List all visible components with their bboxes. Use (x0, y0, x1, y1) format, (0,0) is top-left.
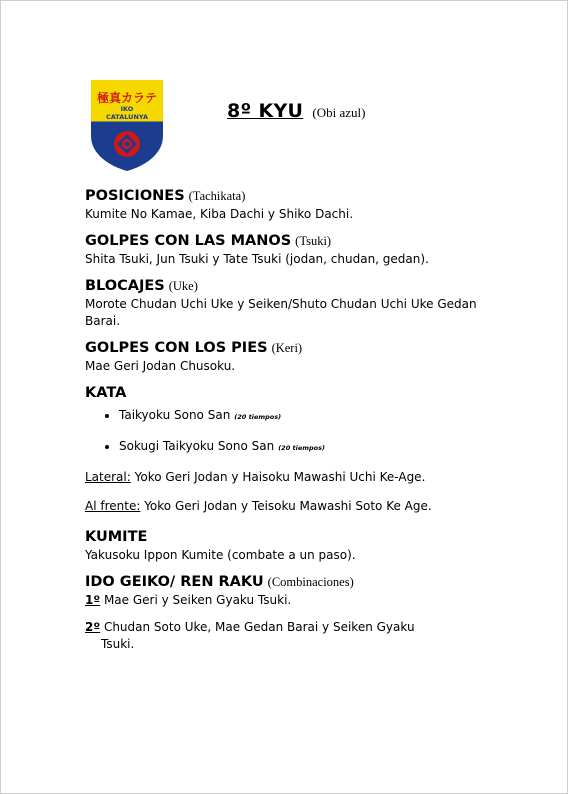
section-heading: IDO GEIKO/ REN RAKU (85, 574, 264, 590)
section-text: Kumite No Kamae, Kiba Dachi y Shiko Dachi. (85, 207, 354, 221)
combination-item (85, 619, 505, 636)
section-paren: (Combinaciones) (267, 575, 354, 589)
section-posiciones (85, 186, 505, 223)
section-heading: GOLPES CON LAS MANOS (85, 233, 292, 249)
section-golpes-manos (85, 231, 505, 268)
frente-text: Yoko Geri Jodan y Teisoku Mawashi Soto Ke Age. (140, 499, 432, 513)
kata-item (119, 438, 505, 457)
section-heading: GOLPES CON LOS PIES (85, 340, 268, 356)
section-heading: POSICIONES (85, 188, 185, 204)
section-golpes-pies (85, 338, 505, 375)
combination-number: 1º (85, 593, 101, 607)
logo-kanji-text: 極真カラテ (96, 91, 158, 105)
section-paren: (Keri) (271, 341, 303, 355)
combination-number: 2º (85, 620, 101, 634)
kata-note: (20 tiempos) (234, 413, 282, 421)
kata-name: Taikyoku Sono San (119, 408, 231, 422)
kanku-symbol-icon (114, 131, 140, 157)
combination-item (85, 592, 505, 609)
combination-text: Chudan Soto Uke, Mae Gedan Barai y Seiken Gyaku (100, 620, 415, 634)
section-text: Morote Chudan Uchi Uke y Seiken/Shuto Chudan Uchi Uke Gedan Barai. (85, 297, 477, 328)
iko-catalunya-logo (89, 78, 165, 172)
page-title (227, 100, 365, 122)
combination-text-continued: Tsuki. (101, 637, 135, 651)
lateral-text: Yoko Geri Jodan y Haisoku Mawashi Uchi Ke-Age. (130, 470, 426, 484)
kata-item (119, 407, 505, 426)
kata-list (85, 407, 505, 457)
lateral-label: Lateral: (85, 470, 131, 484)
section-text: Shita Tsuki, Jun Tsuki y Tate Tsuki (jodan, chudan, gedan). (85, 252, 429, 266)
kyu-title: 8º KYU (227, 100, 304, 122)
section-kumite (85, 527, 505, 564)
section-kata (85, 383, 505, 515)
section-text: Yakusoku Ippon Kumite (combate a un paso). (85, 548, 356, 562)
section-paren: (Tsuki) (295, 234, 332, 248)
frente-label: Al frente: (85, 499, 141, 513)
section-blocajes (85, 276, 505, 330)
kata-frente (85, 498, 505, 515)
kata-name: Sokugi Taikyoku Sono San (119, 439, 275, 453)
section-heading: KUMITE (85, 529, 148, 545)
kata-note: (20 tiempos) (278, 444, 325, 452)
section-paren: (Uke) (168, 279, 198, 293)
combination-text: Mae Geri y Seiken Gyaku Tsuki. (100, 593, 292, 607)
section-text: Mae Geri Jodan Chusoku. (85, 359, 236, 373)
logo-catalunya-text: CATALUNYA (106, 113, 148, 121)
section-heading: BLOCAJES (85, 278, 165, 294)
kata-lateral (85, 469, 505, 486)
section-heading: KATA (85, 385, 127, 401)
section-paren: (Tachikata) (188, 189, 246, 203)
logo-iko-text: IKO (120, 105, 134, 113)
document-content (85, 186, 505, 661)
belt-subtitle: (Obi azul) (312, 105, 366, 120)
section-ido-geiko (85, 572, 505, 653)
